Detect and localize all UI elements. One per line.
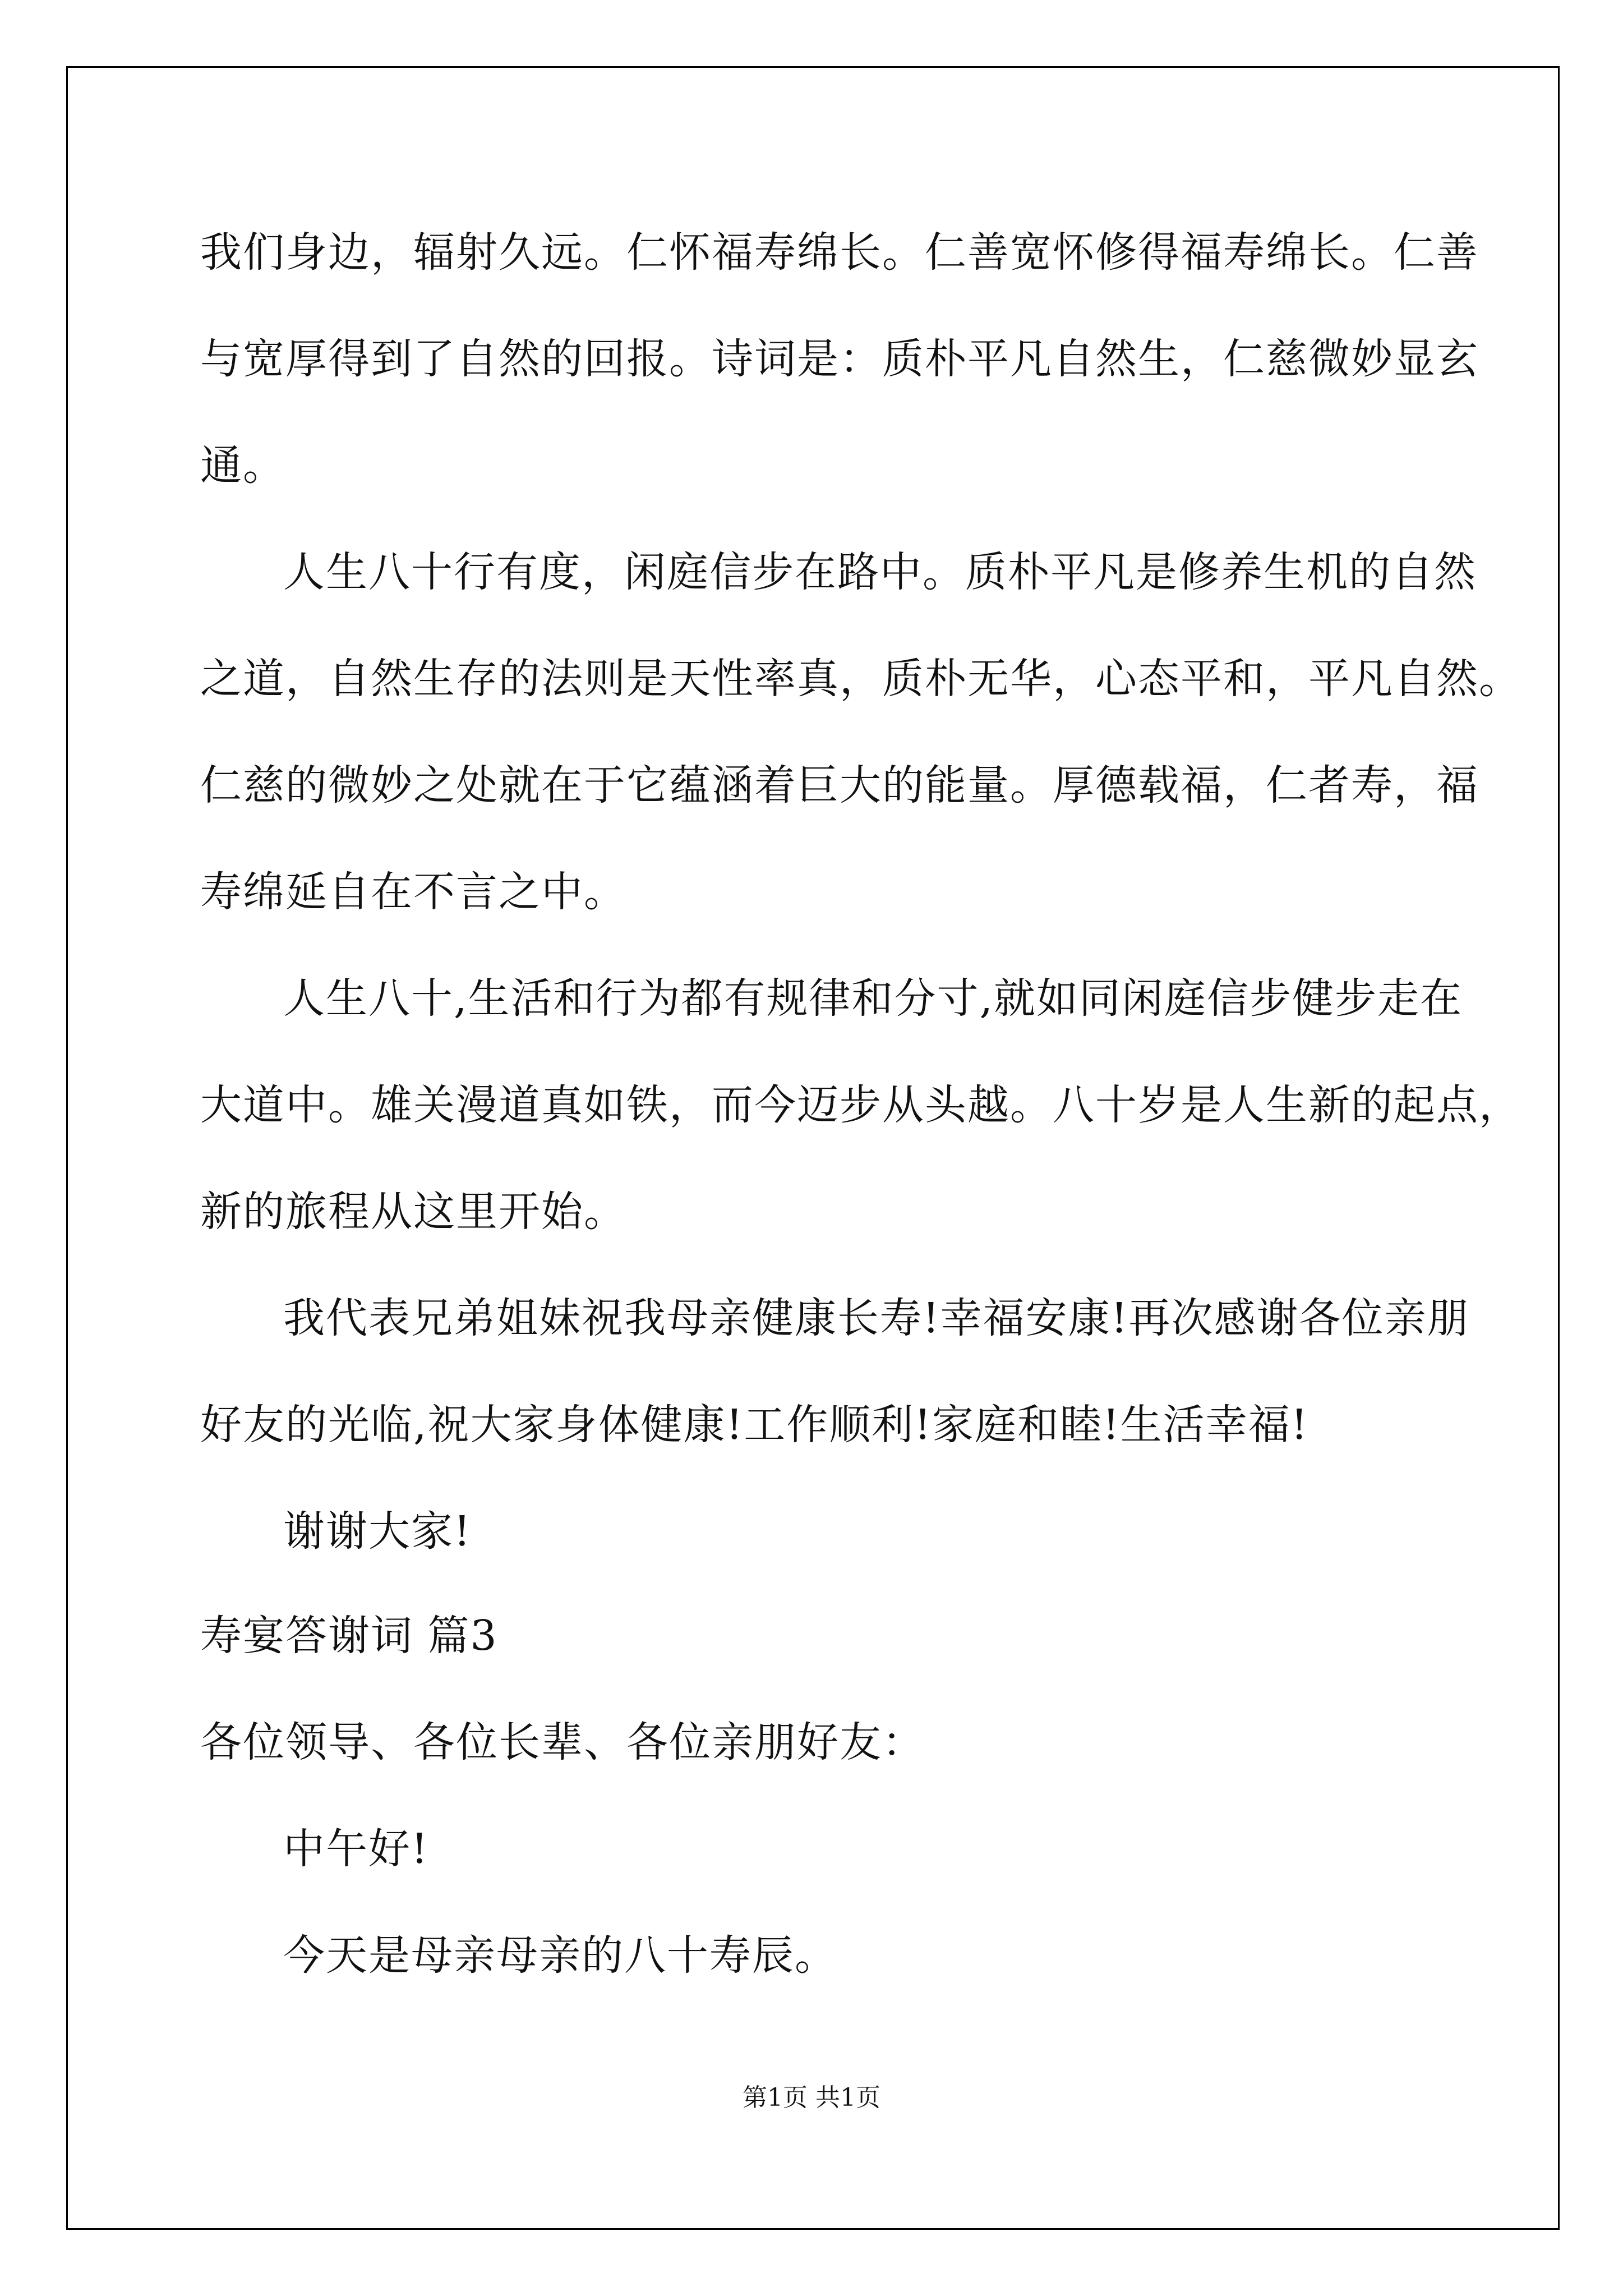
text-line: 我代表兄弟姐妹祝我母亲健康长寿!幸福安康!再次感谢各位亲朋 [283,1294,1470,1342]
text-line: 新的旅程从这里开始。 [200,1188,626,1236]
section-heading: 寿宴答谢词 篇3 [200,1612,498,1660]
text-line: 今天是母亲母亲的八十寿辰。 [283,1931,837,1980]
text-line: 寿绵延自在不言之中。 [200,868,626,916]
text-line: 之道，自然生存的法则是天性率真，质朴无华，心态平和，平凡自然。 [200,655,1521,703]
text-line: 我们身边，辐射久远。仁怀福寿绵长。仁善宽怀修得福寿绵长。仁善 [200,228,1479,277]
text-line: 人生八十,生活和行为都有规律和分寸,就如同闲庭信步健步走在 [283,974,1463,1023]
text-line: 仁慈的微妙之处就在于它蕴涵着巨大的能量。厚德载福，仁者寿，福 [200,761,1479,809]
text-line: 大道中。雄关漫道真如铁，而今迈步从头越。八十岁是人生新的起点， [200,1081,1521,1129]
salutation: 各位领导、各位长辈、各位亲朋好友： [200,1718,925,1766]
text-line: 好友的光临,祝大家身体健康!工作顺利!家庭和睦!生活幸福! [200,1401,1309,1449]
text-line: 人生八十行有度，闲庭信步在路中。质朴平凡是修养生机的自然 [283,548,1477,596]
page-number: 第1页 共1页 [743,2083,880,2112]
text-line: 谢谢大家! [283,1507,472,1556]
text-line: 与宽厚得到了自然的回报。诗词是：质朴平凡自然生，仁慈微妙显玄 [200,335,1479,383]
page-border [66,66,1560,2230]
text-line: 通。 [200,441,285,490]
text-line: 中午好! [283,1825,429,1873]
